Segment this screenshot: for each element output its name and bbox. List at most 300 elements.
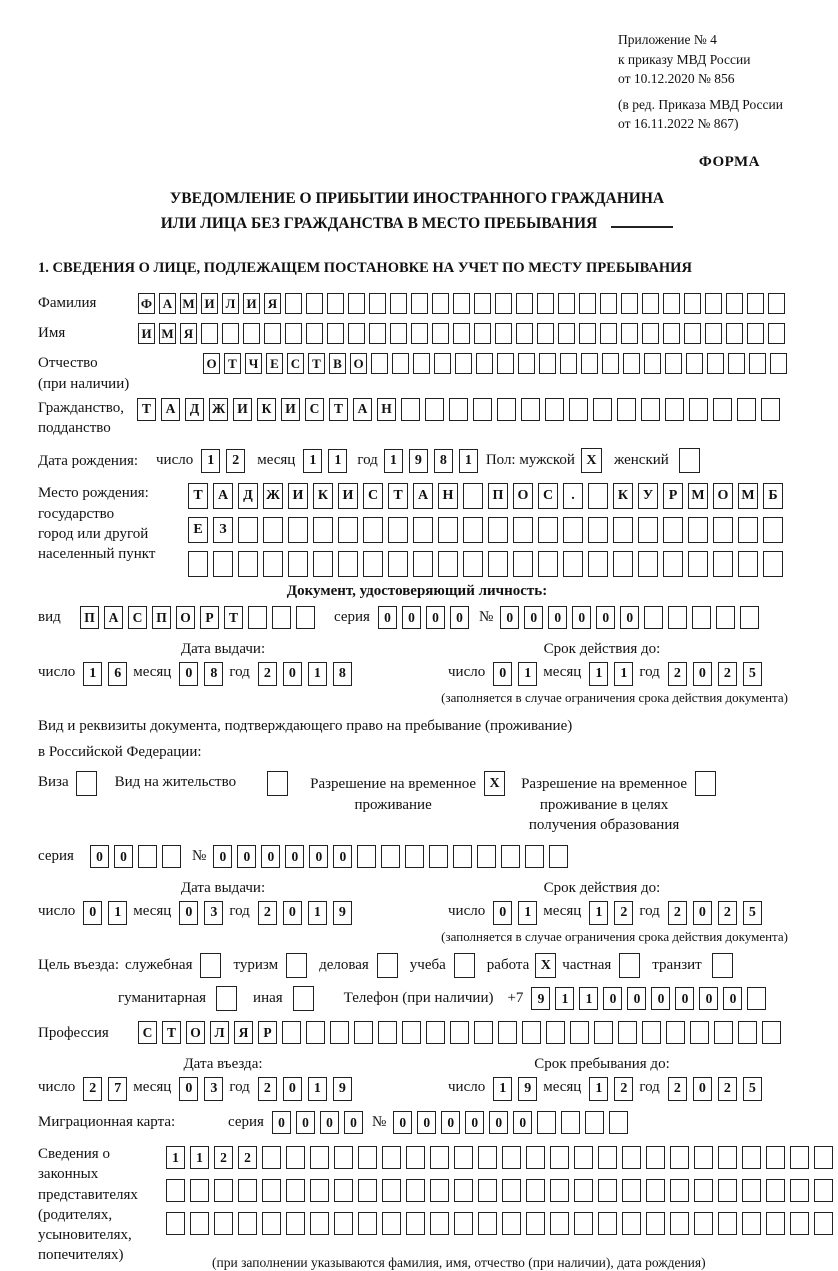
char-cell[interactable]: П bbox=[152, 606, 171, 629]
char-cell[interactable] bbox=[288, 551, 308, 577]
char-cell[interactable] bbox=[382, 1179, 401, 1202]
char-cell[interactable] bbox=[285, 323, 302, 344]
char-cell[interactable] bbox=[348, 323, 365, 344]
resdoc-issued-day[interactable] bbox=[83, 901, 133, 925]
char-cell[interactable] bbox=[190, 1179, 209, 1202]
char-cell[interactable] bbox=[668, 606, 687, 629]
char-cell[interactable] bbox=[369, 293, 386, 314]
resdoc-issued-month[interactable] bbox=[179, 901, 229, 925]
char-cell[interactable] bbox=[814, 1179, 833, 1202]
char-cell[interactable] bbox=[371, 353, 388, 374]
stay-month[interactable] bbox=[589, 1077, 639, 1101]
entry-day[interactable] bbox=[83, 1077, 133, 1101]
char-cell[interactable] bbox=[737, 398, 756, 421]
char-cell[interactable] bbox=[538, 551, 558, 577]
char-cell[interactable] bbox=[545, 398, 564, 421]
char-cell[interactable]: 0 bbox=[441, 1111, 460, 1134]
char-cell[interactable]: Н bbox=[438, 483, 458, 509]
char-cell[interactable]: Р bbox=[258, 1021, 277, 1044]
char-cell[interactable] bbox=[538, 517, 558, 543]
char-cell[interactable] bbox=[763, 551, 783, 577]
char-cell[interactable] bbox=[166, 1179, 185, 1202]
char-cell[interactable]: 6 bbox=[108, 662, 127, 686]
char-cell[interactable] bbox=[644, 353, 661, 374]
char-cell[interactable] bbox=[537, 1111, 556, 1134]
guardians-line2-boxes[interactable] bbox=[166, 1179, 838, 1202]
char-cell[interactable] bbox=[549, 845, 568, 868]
char-cell[interactable]: Д bbox=[185, 398, 204, 421]
char-cell[interactable] bbox=[670, 1146, 689, 1169]
char-cell[interactable]: 5 bbox=[743, 662, 762, 686]
purpose-business-checkbox[interactable] bbox=[377, 953, 398, 978]
char-cell[interactable] bbox=[763, 517, 783, 543]
char-cell[interactable]: 0 bbox=[309, 845, 328, 868]
char-cell[interactable] bbox=[641, 398, 660, 421]
char-cell[interactable] bbox=[474, 323, 491, 344]
char-cell[interactable]: Т bbox=[137, 398, 156, 421]
purpose-transit-checkbox[interactable] bbox=[712, 953, 733, 978]
char-cell[interactable] bbox=[382, 1212, 401, 1235]
char-cell[interactable]: 1 bbox=[166, 1146, 185, 1169]
char-cell[interactable] bbox=[463, 551, 483, 577]
char-cell[interactable] bbox=[425, 398, 444, 421]
char-cell[interactable] bbox=[392, 353, 409, 374]
char-cell[interactable] bbox=[768, 293, 785, 314]
char-cell[interactable] bbox=[334, 1146, 353, 1169]
char-cell[interactable]: А bbox=[353, 398, 372, 421]
char-cell[interactable]: 0 bbox=[493, 662, 512, 686]
char-cell[interactable]: А bbox=[159, 293, 176, 314]
char-cell[interactable] bbox=[238, 1179, 257, 1202]
resdoc-valid-year[interactable] bbox=[668, 901, 768, 925]
char-cell[interactable] bbox=[526, 1179, 545, 1202]
char-cell[interactable]: 0 bbox=[500, 606, 519, 629]
char-cell[interactable] bbox=[413, 517, 433, 543]
char-cell[interactable]: Ф bbox=[138, 293, 155, 314]
char-cell[interactable] bbox=[588, 483, 608, 509]
char-cell[interactable] bbox=[310, 1212, 329, 1235]
char-cell[interactable] bbox=[358, 1179, 377, 1202]
char-cell[interactable]: 2 bbox=[718, 901, 737, 925]
char-cell[interactable]: 5 bbox=[743, 1077, 762, 1101]
char-cell[interactable]: Л bbox=[222, 293, 239, 314]
temp-residence-edu-checkbox[interactable] bbox=[695, 771, 716, 796]
char-cell[interactable] bbox=[453, 293, 470, 314]
char-cell[interactable]: С bbox=[128, 606, 147, 629]
char-cell[interactable] bbox=[716, 606, 735, 629]
char-cell[interactable] bbox=[617, 398, 636, 421]
char-cell[interactable]: 8 bbox=[204, 662, 223, 686]
char-cell[interactable] bbox=[714, 1021, 733, 1044]
char-cell[interactable]: А bbox=[213, 483, 233, 509]
char-cell[interactable] bbox=[742, 1179, 761, 1202]
char-cell[interactable] bbox=[738, 1021, 757, 1044]
char-cell[interactable]: К bbox=[313, 483, 333, 509]
char-cell[interactable]: . bbox=[563, 483, 583, 509]
birthplace-line1-boxes[interactable] bbox=[188, 483, 788, 509]
char-cell[interactable] bbox=[728, 353, 745, 374]
resdoc-issued-year[interactable] bbox=[258, 901, 358, 925]
char-cell[interactable] bbox=[516, 323, 533, 344]
char-cell[interactable] bbox=[214, 1179, 233, 1202]
char-cell[interactable]: О bbox=[203, 353, 220, 374]
char-cell[interactable] bbox=[521, 398, 540, 421]
stay-year[interactable] bbox=[668, 1077, 768, 1101]
char-cell[interactable] bbox=[574, 1179, 593, 1202]
char-cell[interactable]: 0 bbox=[285, 845, 304, 868]
char-cell[interactable]: М bbox=[159, 323, 176, 344]
char-cell[interactable] bbox=[488, 517, 508, 543]
char-cell[interactable]: 9 bbox=[333, 1077, 352, 1101]
char-cell[interactable] bbox=[162, 845, 181, 868]
iddoc-valid-year[interactable] bbox=[668, 662, 768, 686]
char-cell[interactable] bbox=[684, 323, 701, 344]
char-cell[interactable]: С bbox=[538, 483, 558, 509]
char-cell[interactable]: 2 bbox=[258, 1077, 277, 1101]
char-cell[interactable] bbox=[525, 845, 544, 868]
char-cell[interactable] bbox=[574, 1146, 593, 1169]
temp-residence-checkbox[interactable]: X bbox=[484, 771, 505, 796]
char-cell[interactable] bbox=[388, 551, 408, 577]
char-cell[interactable]: 9 bbox=[531, 987, 550, 1010]
char-cell[interactable] bbox=[262, 1146, 281, 1169]
char-cell[interactable]: О bbox=[513, 483, 533, 509]
char-cell[interactable] bbox=[478, 1212, 497, 1235]
char-cell[interactable]: 1 bbox=[190, 1146, 209, 1169]
stay-day[interactable] bbox=[493, 1077, 543, 1101]
char-cell[interactable]: 1 bbox=[108, 901, 127, 925]
char-cell[interactable] bbox=[263, 551, 283, 577]
char-cell[interactable] bbox=[248, 606, 267, 629]
iddoc-valid-month[interactable] bbox=[589, 662, 639, 686]
char-cell[interactable] bbox=[413, 551, 433, 577]
char-cell[interactable]: 3 bbox=[204, 1077, 223, 1101]
birth-year-boxes[interactable] bbox=[384, 449, 484, 473]
char-cell[interactable] bbox=[363, 551, 383, 577]
char-cell[interactable]: 1 bbox=[589, 901, 608, 925]
char-cell[interactable] bbox=[579, 293, 596, 314]
char-cell[interactable]: 0 bbox=[283, 901, 302, 925]
char-cell[interactable]: Т bbox=[329, 398, 348, 421]
char-cell[interactable]: М bbox=[738, 483, 758, 509]
char-cell[interactable] bbox=[663, 293, 680, 314]
char-cell[interactable] bbox=[432, 323, 449, 344]
iddoc-issued-year[interactable] bbox=[258, 662, 358, 686]
char-cell[interactable] bbox=[692, 606, 711, 629]
char-cell[interactable] bbox=[306, 1021, 325, 1044]
char-cell[interactable] bbox=[598, 1212, 617, 1235]
char-cell[interactable]: 2 bbox=[718, 1077, 737, 1101]
char-cell[interactable]: 0 bbox=[378, 606, 397, 629]
char-cell[interactable]: 2 bbox=[718, 662, 737, 686]
char-cell[interactable] bbox=[585, 1111, 604, 1134]
char-cell[interactable] bbox=[502, 1179, 521, 1202]
char-cell[interactable] bbox=[581, 353, 598, 374]
char-cell[interactable] bbox=[406, 1179, 425, 1202]
residence-permit-checkbox[interactable] bbox=[267, 771, 288, 796]
char-cell[interactable]: 0 bbox=[651, 987, 670, 1010]
char-cell[interactable]: Р bbox=[663, 483, 683, 509]
char-cell[interactable]: 0 bbox=[402, 606, 421, 629]
char-cell[interactable] bbox=[262, 1179, 281, 1202]
char-cell[interactable]: Ч bbox=[245, 353, 262, 374]
char-cell[interactable] bbox=[497, 398, 516, 421]
char-cell[interactable] bbox=[537, 293, 554, 314]
char-cell[interactable] bbox=[718, 1179, 737, 1202]
char-cell[interactable]: 8 bbox=[333, 662, 352, 686]
char-cell[interactable]: Я bbox=[180, 323, 197, 344]
char-cell[interactable]: Б bbox=[763, 483, 783, 509]
char-cell[interactable] bbox=[526, 1212, 545, 1235]
char-cell[interactable]: 1 bbox=[589, 662, 608, 686]
char-cell[interactable]: 0 bbox=[83, 901, 102, 925]
char-cell[interactable] bbox=[642, 323, 659, 344]
char-cell[interactable]: 2 bbox=[668, 1077, 687, 1101]
char-cell[interactable] bbox=[327, 323, 344, 344]
char-cell[interactable]: 1 bbox=[579, 987, 598, 1010]
char-cell[interactable] bbox=[518, 353, 535, 374]
char-cell[interactable] bbox=[666, 1021, 685, 1044]
char-cell[interactable]: 1 bbox=[614, 662, 633, 686]
resdoc-valid-month[interactable] bbox=[589, 901, 639, 925]
char-cell[interactable] bbox=[694, 1146, 713, 1169]
char-cell[interactable] bbox=[665, 398, 684, 421]
char-cell[interactable]: Т bbox=[188, 483, 208, 509]
char-cell[interactable] bbox=[537, 323, 554, 344]
char-cell[interactable] bbox=[646, 1212, 665, 1235]
char-cell[interactable] bbox=[766, 1212, 785, 1235]
char-cell[interactable] bbox=[369, 323, 386, 344]
char-cell[interactable] bbox=[770, 353, 787, 374]
char-cell[interactable] bbox=[264, 323, 281, 344]
char-cell[interactable] bbox=[688, 551, 708, 577]
char-cell[interactable]: 0 bbox=[723, 987, 742, 1010]
char-cell[interactable]: 0 bbox=[344, 1111, 363, 1134]
char-cell[interactable]: Я bbox=[264, 293, 281, 314]
char-cell[interactable]: 2 bbox=[214, 1146, 233, 1169]
char-cell[interactable] bbox=[430, 1179, 449, 1202]
char-cell[interactable] bbox=[406, 1146, 425, 1169]
char-cell[interactable] bbox=[522, 1021, 541, 1044]
sex-female-checkbox[interactable] bbox=[679, 448, 700, 473]
char-cell[interactable] bbox=[694, 1212, 713, 1235]
char-cell[interactable] bbox=[600, 293, 617, 314]
char-cell[interactable]: 0 bbox=[237, 845, 256, 868]
char-cell[interactable] bbox=[338, 517, 358, 543]
char-cell[interactable]: Е bbox=[188, 517, 208, 543]
char-cell[interactable] bbox=[747, 987, 766, 1010]
char-cell[interactable] bbox=[546, 1021, 565, 1044]
resdoc-valid-day[interactable] bbox=[493, 901, 543, 925]
char-cell[interactable]: 0 bbox=[283, 1077, 302, 1101]
char-cell[interactable] bbox=[327, 293, 344, 314]
char-cell[interactable] bbox=[761, 398, 780, 421]
char-cell[interactable] bbox=[453, 845, 472, 868]
char-cell[interactable]: О bbox=[350, 353, 367, 374]
char-cell[interactable] bbox=[638, 517, 658, 543]
char-cell[interactable]: 1 bbox=[308, 1077, 327, 1101]
char-cell[interactable] bbox=[463, 483, 483, 509]
char-cell[interactable] bbox=[742, 1212, 761, 1235]
char-cell[interactable] bbox=[262, 1212, 281, 1235]
char-cell[interactable]: 8 bbox=[434, 449, 453, 473]
char-cell[interactable] bbox=[579, 323, 596, 344]
char-cell[interactable]: 0 bbox=[513, 1111, 532, 1134]
visa-checkbox[interactable] bbox=[76, 771, 97, 796]
char-cell[interactable] bbox=[190, 1212, 209, 1235]
char-cell[interactable] bbox=[600, 323, 617, 344]
char-cell[interactable]: И bbox=[338, 483, 358, 509]
char-cell[interactable] bbox=[310, 1179, 329, 1202]
char-cell[interactable] bbox=[238, 1212, 257, 1235]
char-cell[interactable] bbox=[263, 517, 283, 543]
iddoc-vid-boxes[interactable] bbox=[80, 606, 320, 629]
char-cell[interactable] bbox=[766, 1146, 785, 1169]
char-cell[interactable]: 2 bbox=[614, 1077, 633, 1101]
char-cell[interactable] bbox=[613, 551, 633, 577]
char-cell[interactable]: О bbox=[186, 1021, 205, 1044]
migcard-num-boxes[interactable] bbox=[393, 1111, 633, 1134]
char-cell[interactable] bbox=[454, 1179, 473, 1202]
char-cell[interactable]: 1 bbox=[555, 987, 574, 1010]
iddoc-seria-boxes[interactable] bbox=[378, 606, 474, 629]
char-cell[interactable] bbox=[402, 1021, 421, 1044]
char-cell[interactable]: 0 bbox=[627, 987, 646, 1010]
resdoc-num-boxes[interactable] bbox=[213, 845, 573, 868]
char-cell[interactable] bbox=[738, 551, 758, 577]
char-cell[interactable] bbox=[563, 517, 583, 543]
char-cell[interactable] bbox=[243, 323, 260, 344]
char-cell[interactable] bbox=[390, 323, 407, 344]
char-cell[interactable] bbox=[286, 1179, 305, 1202]
char-cell[interactable]: 1 bbox=[493, 1077, 512, 1101]
patronymic-boxes[interactable] bbox=[203, 353, 791, 374]
char-cell[interactable] bbox=[450, 1021, 469, 1044]
char-cell[interactable]: И bbox=[201, 293, 218, 314]
char-cell[interactable] bbox=[762, 1021, 781, 1044]
char-cell[interactable] bbox=[411, 323, 428, 344]
char-cell[interactable] bbox=[558, 323, 575, 344]
char-cell[interactable]: Т bbox=[224, 353, 241, 374]
char-cell[interactable] bbox=[282, 1021, 301, 1044]
char-cell[interactable] bbox=[438, 551, 458, 577]
char-cell[interactable]: 0 bbox=[179, 662, 198, 686]
char-cell[interactable]: 0 bbox=[603, 987, 622, 1010]
char-cell[interactable] bbox=[401, 398, 420, 421]
iddoc-num-boxes[interactable] bbox=[500, 606, 764, 629]
char-cell[interactable]: О bbox=[713, 483, 733, 509]
char-cell[interactable] bbox=[213, 551, 233, 577]
char-cell[interactable] bbox=[814, 1146, 833, 1169]
char-cell[interactable]: 1 bbox=[589, 1077, 608, 1101]
char-cell[interactable] bbox=[296, 606, 315, 629]
char-cell[interactable] bbox=[430, 1146, 449, 1169]
char-cell[interactable] bbox=[742, 1146, 761, 1169]
char-cell[interactable]: С bbox=[305, 398, 324, 421]
purpose-study-checkbox[interactable] bbox=[454, 953, 475, 978]
char-cell[interactable] bbox=[644, 606, 663, 629]
char-cell[interactable] bbox=[713, 551, 733, 577]
char-cell[interactable] bbox=[429, 845, 448, 868]
sex-male-checkbox[interactable]: X bbox=[581, 448, 602, 473]
char-cell[interactable]: 1 bbox=[303, 449, 322, 473]
char-cell[interactable] bbox=[313, 517, 333, 543]
char-cell[interactable] bbox=[138, 845, 157, 868]
char-cell[interactable] bbox=[238, 551, 258, 577]
char-cell[interactable]: 5 bbox=[743, 901, 762, 925]
birth-month-boxes[interactable] bbox=[303, 449, 353, 473]
char-cell[interactable] bbox=[690, 1021, 709, 1044]
char-cell[interactable]: Т bbox=[224, 606, 243, 629]
char-cell[interactable] bbox=[201, 323, 218, 344]
purpose-humanitarian-checkbox[interactable] bbox=[216, 986, 237, 1011]
char-cell[interactable]: 2 bbox=[238, 1146, 257, 1169]
char-cell[interactable]: Т bbox=[162, 1021, 181, 1044]
char-cell[interactable] bbox=[646, 1179, 665, 1202]
char-cell[interactable] bbox=[622, 1212, 641, 1235]
char-cell[interactable] bbox=[613, 517, 633, 543]
char-cell[interactable] bbox=[814, 1212, 833, 1235]
char-cell[interactable] bbox=[406, 1212, 425, 1235]
char-cell[interactable] bbox=[338, 551, 358, 577]
char-cell[interactable]: 0 bbox=[296, 1111, 315, 1134]
char-cell[interactable] bbox=[638, 551, 658, 577]
char-cell[interactable] bbox=[790, 1179, 809, 1202]
char-cell[interactable]: 1 bbox=[201, 449, 220, 473]
migcard-seria-boxes[interactable] bbox=[272, 1111, 368, 1134]
char-cell[interactable] bbox=[478, 1146, 497, 1169]
char-cell[interactable]: 9 bbox=[409, 449, 428, 473]
char-cell[interactable] bbox=[790, 1146, 809, 1169]
char-cell[interactable] bbox=[588, 517, 608, 543]
char-cell[interactable] bbox=[502, 1212, 521, 1235]
char-cell[interactable] bbox=[790, 1212, 809, 1235]
char-cell[interactable] bbox=[513, 551, 533, 577]
char-cell[interactable] bbox=[588, 551, 608, 577]
char-cell[interactable] bbox=[726, 323, 743, 344]
char-cell[interactable] bbox=[411, 293, 428, 314]
char-cell[interactable] bbox=[306, 293, 323, 314]
char-cell[interactable]: 1 bbox=[328, 449, 347, 473]
char-cell[interactable]: 0 bbox=[693, 901, 712, 925]
char-cell[interactable] bbox=[766, 1179, 785, 1202]
char-cell[interactable] bbox=[718, 1212, 737, 1235]
char-cell[interactable] bbox=[688, 517, 708, 543]
char-cell[interactable] bbox=[363, 517, 383, 543]
char-cell[interactable] bbox=[694, 1179, 713, 1202]
char-cell[interactable] bbox=[768, 323, 785, 344]
char-cell[interactable] bbox=[726, 293, 743, 314]
purpose-other-checkbox[interactable] bbox=[293, 986, 314, 1011]
purpose-official-checkbox[interactable] bbox=[200, 953, 221, 978]
iddoc-issued-month[interactable] bbox=[179, 662, 229, 686]
char-cell[interactable] bbox=[313, 551, 333, 577]
char-cell[interactable] bbox=[188, 551, 208, 577]
char-cell[interactable] bbox=[382, 1146, 401, 1169]
char-cell[interactable]: 7 bbox=[108, 1077, 127, 1101]
char-cell[interactable] bbox=[574, 1212, 593, 1235]
char-cell[interactable]: 0 bbox=[596, 606, 615, 629]
char-cell[interactable] bbox=[569, 398, 588, 421]
char-cell[interactable] bbox=[622, 1179, 641, 1202]
char-cell[interactable] bbox=[598, 1179, 617, 1202]
char-cell[interactable] bbox=[622, 1146, 641, 1169]
purpose-tourism-checkbox[interactable] bbox=[286, 953, 307, 978]
char-cell[interactable] bbox=[498, 1021, 517, 1044]
char-cell[interactable]: Д bbox=[238, 483, 258, 509]
char-cell[interactable]: 0 bbox=[417, 1111, 436, 1134]
iddoc-valid-day[interactable] bbox=[493, 662, 543, 686]
